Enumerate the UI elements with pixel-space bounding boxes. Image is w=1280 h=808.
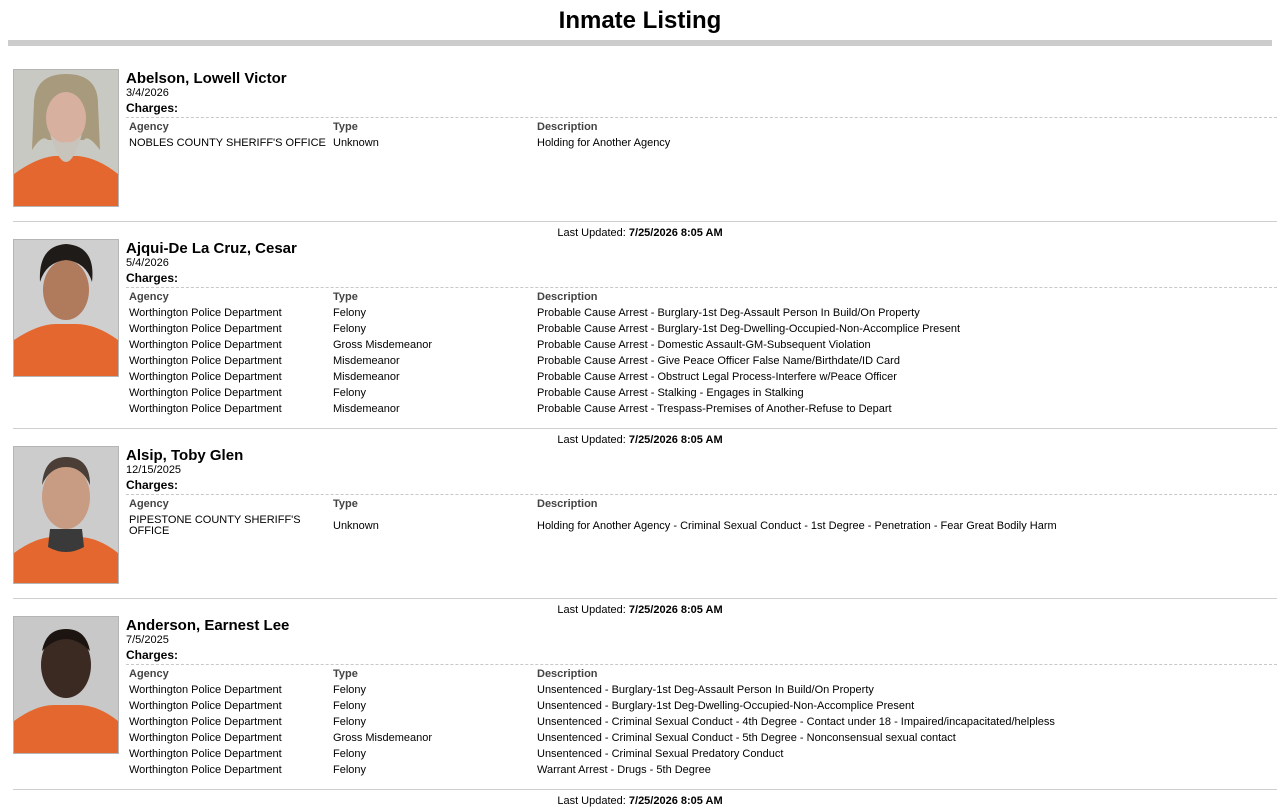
charge-row xyxy=(126,401,1277,417)
charge-agency: PIPESTONE COUNTY SHERIFF'S OFFICE xyxy=(129,514,301,537)
charge-agency: Worthington Police Department xyxy=(129,747,282,760)
type-header: Type xyxy=(333,668,358,680)
booking-date: 12/15/2025 xyxy=(126,464,182,476)
inmate-photo[interactable] xyxy=(13,616,119,754)
charge-description: Probable Cause Arrest - Stalking - Engages in Stalking xyxy=(537,387,804,399)
page-title: Inmate Listing xyxy=(558,7,722,34)
charge-type: Misdemeanor xyxy=(333,403,400,415)
charge-description: Holding for Another Agency - Criminal Sexual Conduct - 1st Degree - Penetration - Fear Great Bodily Harm xyxy=(537,520,1057,532)
charge-row xyxy=(126,746,1277,762)
charge-description: Probable Cause Arrest - Obstruct Legal Process-Interfere w/Peace Officer xyxy=(537,371,897,383)
charge-type: Gross Misdemeanor xyxy=(333,732,433,744)
charge-agency: Worthington Police Department xyxy=(129,322,282,335)
charge-description: Unsentenced - Burglary-1st Deg-Assault Person In Build/On Property xyxy=(537,684,874,696)
last-updated-time: 7/25/2026 8:05 AM xyxy=(628,227,723,239)
charge-agency: Worthington Police Department xyxy=(129,338,282,351)
description-header: Description xyxy=(537,668,598,680)
last-updated-label: Last Updated: xyxy=(557,434,626,446)
charges-table xyxy=(126,664,1277,778)
charge-type: Felony xyxy=(333,748,367,760)
inmate-photo[interactable] xyxy=(13,446,119,584)
charge-agency: Worthington Police Department xyxy=(129,370,282,383)
record-divider xyxy=(13,598,1277,599)
record-divider xyxy=(13,789,1277,790)
charge-type: Felony xyxy=(333,684,367,696)
charge-agency: NOBLES COUNTY SHERIFF'S OFFICE xyxy=(129,136,326,149)
inmate-photo[interactable] xyxy=(13,239,119,377)
booking-date: 3/4/2026 xyxy=(126,87,169,99)
inmate-name[interactable]: Ajqui-De La Cruz, Cesar xyxy=(126,240,297,257)
description-header: Description xyxy=(537,291,598,303)
last-updated-time: 7/25/2026 8:05 AM xyxy=(628,434,723,446)
charge-type: Felony xyxy=(333,764,367,776)
charges-label: Charges: xyxy=(126,101,179,115)
charge-type: Unknown xyxy=(333,137,379,149)
charge-description: Probable Cause Arrest - Burglary-1st Deg-Assault Person In Build/On Property xyxy=(537,307,920,319)
title-divider xyxy=(8,40,1272,46)
charge-type: Felony xyxy=(333,387,367,399)
charge-agency: Worthington Police Department xyxy=(129,402,282,415)
charge-description: Unsentenced - Burglary-1st Deg-Dwelling-Occupied-Non-Accomplice Present xyxy=(537,700,915,712)
description-header: Description xyxy=(537,498,598,510)
last-updated-label: Last Updated: xyxy=(557,795,626,807)
charge-description: Holding for Another Agency xyxy=(537,137,671,149)
charge-type: Felony xyxy=(333,307,367,319)
charges-header-row xyxy=(126,289,1277,305)
charge-row xyxy=(126,714,1277,730)
charge-row xyxy=(126,369,1277,385)
booking-date: 7/5/2025 xyxy=(126,634,169,646)
charges-label: Charges: xyxy=(126,271,179,285)
charge-row xyxy=(126,512,1277,540)
charge-row xyxy=(126,698,1277,714)
type-header: Type xyxy=(333,121,358,133)
agency-header: Agency xyxy=(129,497,169,510)
description-header: Description xyxy=(537,121,598,133)
last-updated xyxy=(0,603,1280,617)
charge-description: Probable Cause Arrest - Domestic Assault-GM-Subsequent Violation xyxy=(537,339,871,351)
charge-agency: Worthington Police Department xyxy=(129,763,282,776)
charges-header-row xyxy=(126,119,1277,135)
last-updated xyxy=(0,794,1280,808)
charge-description: Probable Cause Arrest - Give Peace Officer False Name/Birthdate/ID Card xyxy=(537,355,900,367)
charge-agency: Worthington Police Department xyxy=(129,354,282,367)
charges-header-row xyxy=(126,666,1277,682)
charge-type: Misdemeanor xyxy=(333,371,400,383)
charge-type: Felony xyxy=(333,700,367,712)
type-header: Type xyxy=(333,291,358,303)
charge-type: Felony xyxy=(333,323,367,335)
booking-date: 5/4/2026 xyxy=(126,257,169,269)
charge-agency: Worthington Police Department xyxy=(129,306,282,319)
charge-agency: Worthington Police Department xyxy=(129,715,282,728)
charge-type: Felony xyxy=(333,716,367,728)
last-updated-time: 7/25/2026 8:05 AM xyxy=(628,795,723,807)
charge-type: Unknown xyxy=(333,520,379,532)
inmate-photo[interactable] xyxy=(13,69,119,207)
charge-row xyxy=(126,321,1277,337)
charge-row xyxy=(126,305,1277,321)
charge-type: Gross Misdemeanor xyxy=(333,339,433,351)
last-updated-label: Last Updated: xyxy=(557,604,626,616)
charges-table xyxy=(126,494,1277,540)
charge-row xyxy=(126,337,1277,353)
charges-label: Charges: xyxy=(126,478,179,492)
record-divider xyxy=(13,428,1277,429)
agency-header: Agency xyxy=(129,290,169,303)
last-updated xyxy=(0,226,1280,240)
charge-agency: Worthington Police Department xyxy=(129,731,282,744)
charge-row xyxy=(126,730,1277,746)
record-divider xyxy=(13,221,1277,222)
charge-description: Probable Cause Arrest - Trespass-Premises of Another-Refuse to Depart xyxy=(537,403,892,415)
agency-header: Agency xyxy=(129,120,169,133)
agency-header: Agency xyxy=(129,667,169,680)
charge-description: Unsentenced - Criminal Sexual Predatory Conduct xyxy=(537,748,784,760)
charge-description: Unsentenced - Criminal Sexual Conduct - 4th Degree - Contact under 18 - Impaired/incapacitated/helpless xyxy=(537,716,1055,728)
inmate-name[interactable]: Anderson, Earnest Lee xyxy=(126,617,290,634)
charge-row xyxy=(126,762,1277,778)
last-updated xyxy=(0,433,1280,447)
charge-row xyxy=(126,385,1277,401)
charges-header-row xyxy=(126,496,1277,512)
last-updated-label: Last Updated: xyxy=(557,227,626,239)
charge-type: Misdemeanor xyxy=(333,355,400,367)
charge-agency: Worthington Police Department xyxy=(129,699,282,712)
inmate-name[interactable]: Abelson, Lowell Victor xyxy=(126,70,287,87)
charge-agency: Worthington Police Department xyxy=(129,386,282,399)
charge-description: Unsentenced - Criminal Sexual Conduct - 5th Degree - Nonconsensual sexual contact xyxy=(537,732,956,744)
last-updated-time: 7/25/2026 8:05 AM xyxy=(628,604,723,616)
charge-row xyxy=(126,135,1277,151)
charge-row xyxy=(126,682,1277,698)
charges-label: Charges: xyxy=(126,648,179,662)
charge-description: Probable Cause Arrest - Burglary-1st Deg-Dwelling-Occupied-Non-Accomplice Present xyxy=(537,323,961,335)
charge-agency: Worthington Police Department xyxy=(129,683,282,696)
type-header: Type xyxy=(333,498,358,510)
charges-table xyxy=(126,117,1277,151)
charge-description: Warrant Arrest - Drugs - 5th Degree xyxy=(537,764,711,776)
charges-table xyxy=(126,287,1277,417)
inmate-name[interactable]: Alsip, Toby Glen xyxy=(126,447,244,464)
charge-row xyxy=(126,353,1277,369)
